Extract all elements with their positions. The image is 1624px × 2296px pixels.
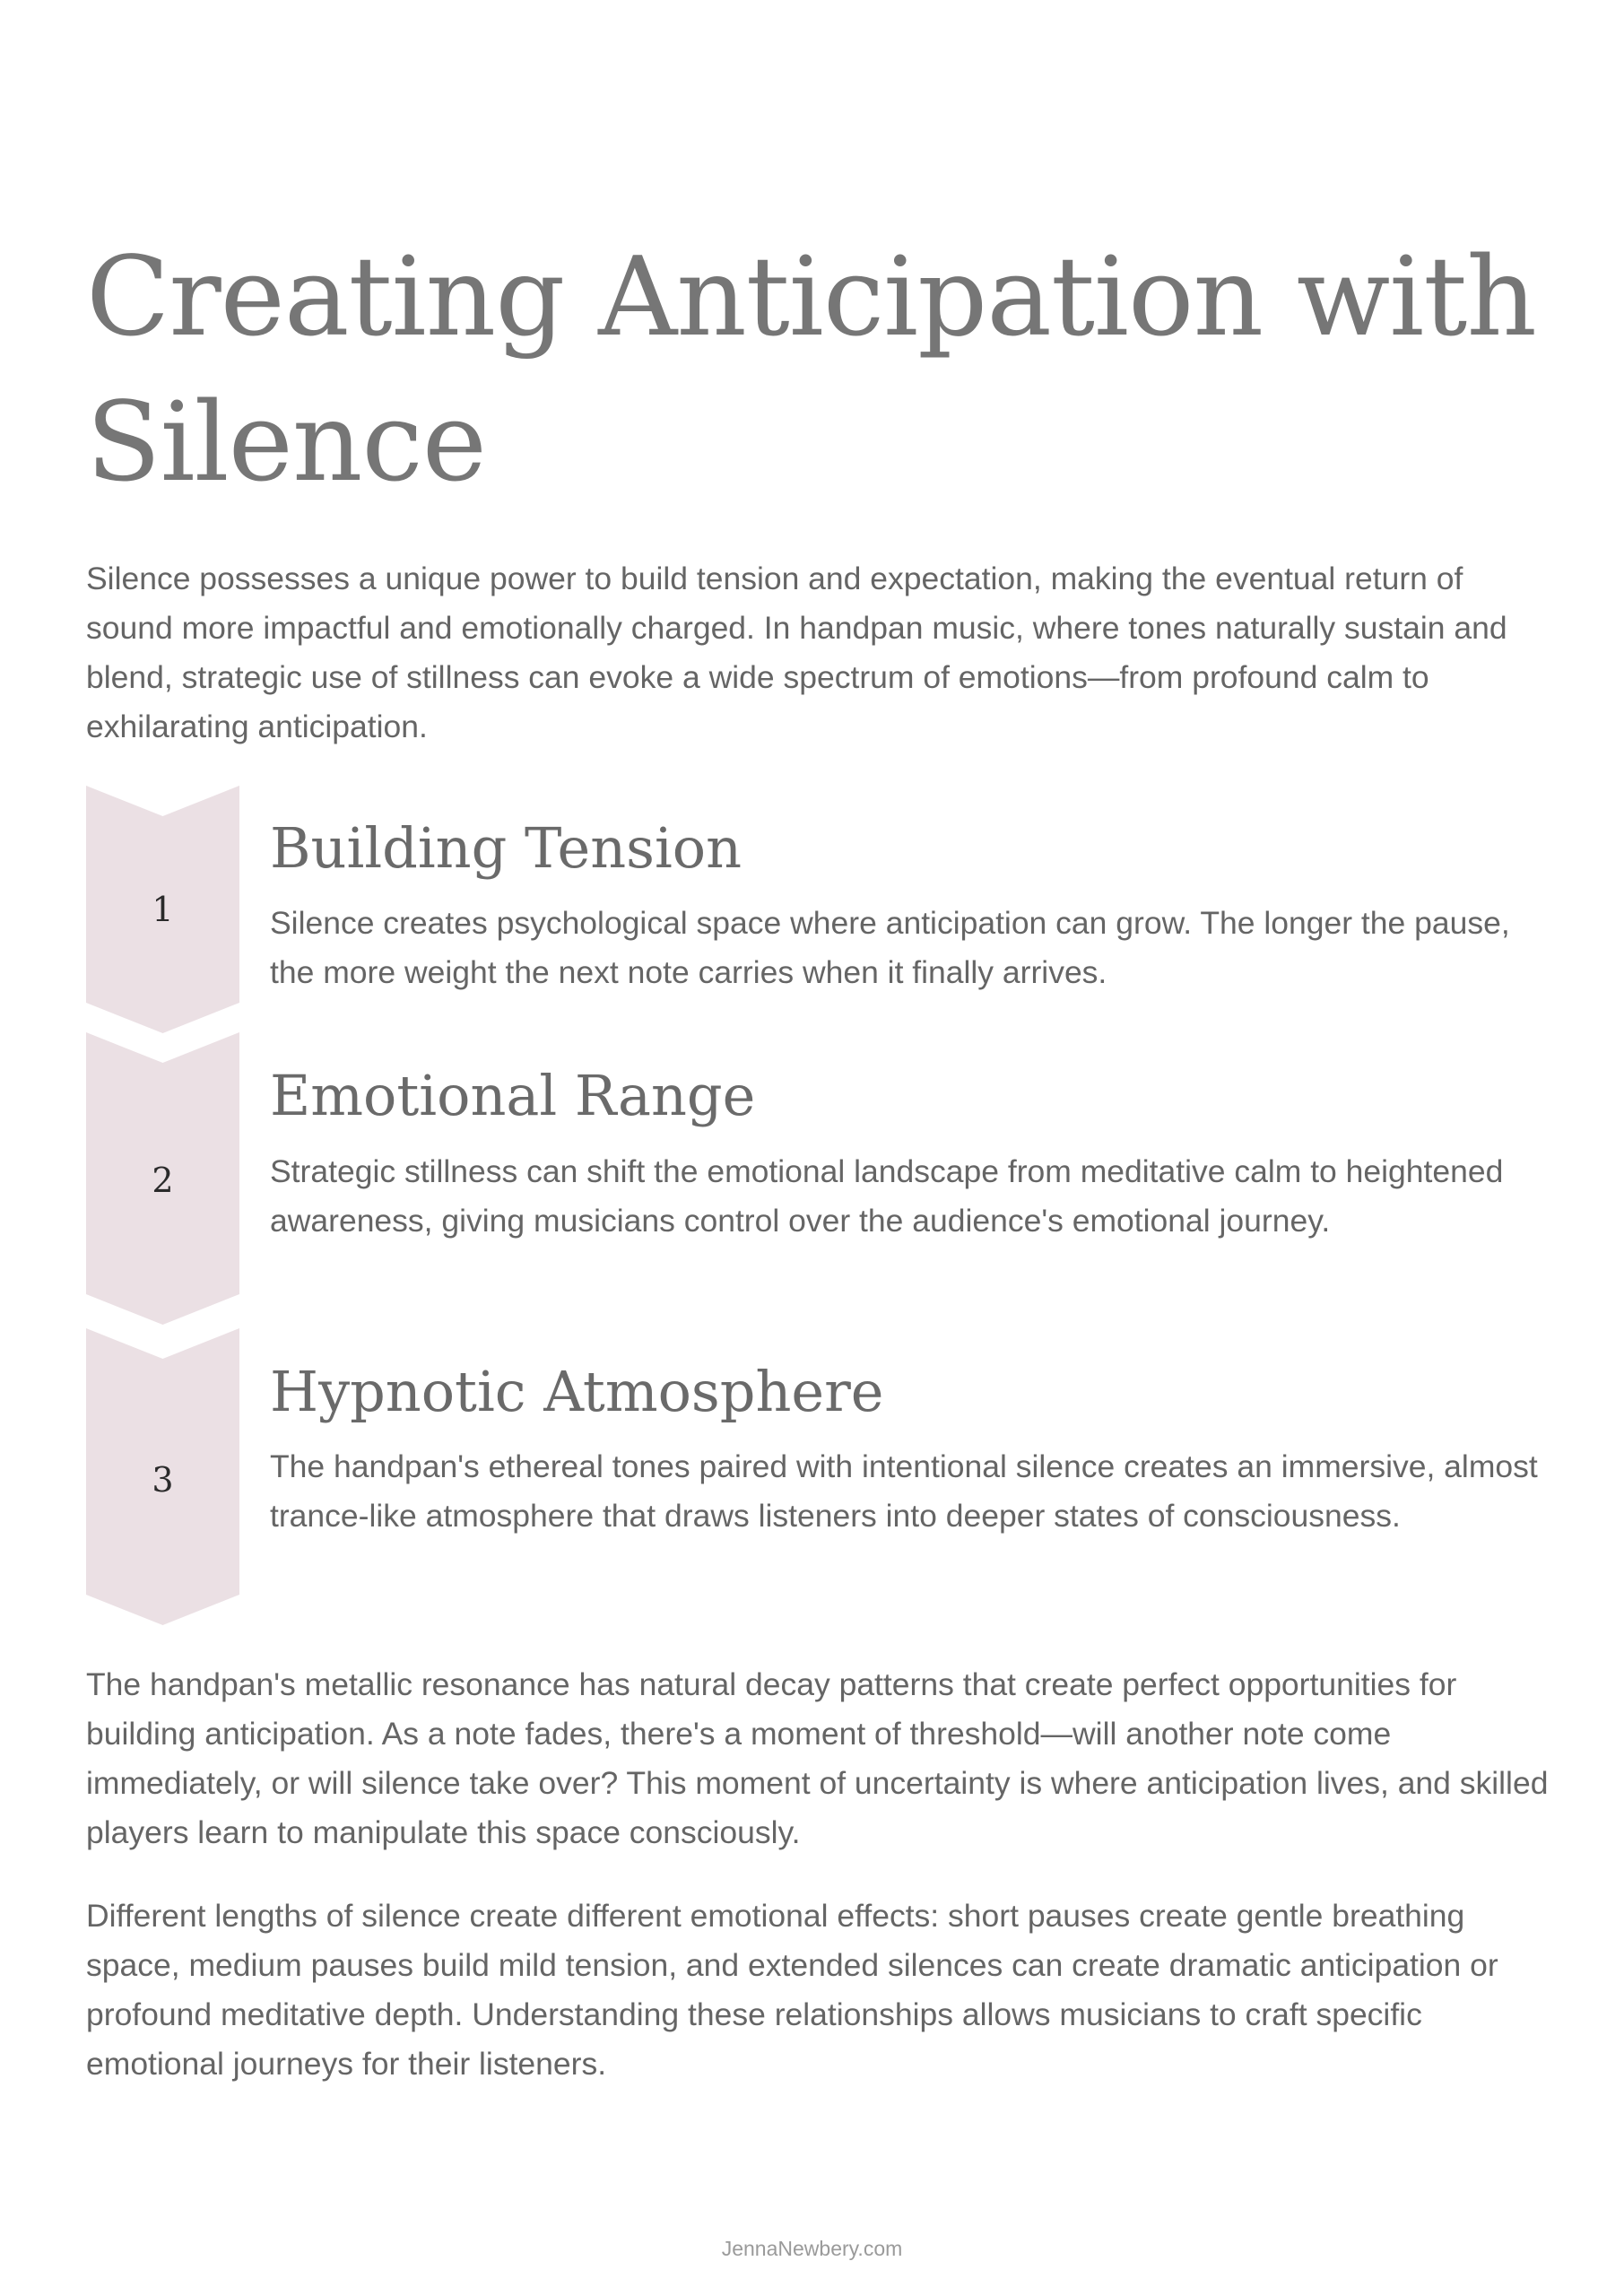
step-description: The handpan's ethereal tones paired with intentional silence creates an immersive, almost trance-like atmosphere that draws listeners into deeper states of consciousness. [270, 1448, 1538, 1534]
body-paragraph: The handpan's metallic resonance has natural decay patterns that create perfect opportunities for building anticipation. As a note fades, there's a moment of threshold—will another note come immediately, or will silence take over? This moment of uncertainty is where anticipation lives, and skilled players learn to manipulate this space consciously. [86, 1666, 1549, 1850]
step-description: Strategic stillness can shift the emotional landscape from meditative calm to heightened awareness, giving musicians control over the audience's emotional journey. [270, 1153, 1504, 1239]
step-number: 1 [152, 890, 174, 929]
step-title: Building Tension [270, 815, 743, 881]
step-number: 2 [152, 1161, 174, 1200]
intro-paragraph: Silence possesses a unique power to build tension and expectation, making the eventual return of sound more impactful and emotionally charged. In handpan music, where tones naturally sustain and blend, strategic use of stillness can evoke a wide spectrum of emotions—from profound calm to exhilarating anticipation. [86, 561, 1507, 744]
step-title: Emotional Range [270, 1063, 756, 1128]
step-title: Hypnotic Atmosphere [270, 1359, 884, 1424]
step-description: Silence creates psychological space where anticipation can grow. The longer the pause, the more weight the next note carries when it finally arrives. [270, 905, 1510, 990]
body-paragraph: Different lengths of silence create different emotional effects: short pauses create gentle breathing space, medium pauses build mild tension, and extended silences can create dramatic anticipation or profound meditative depth. Understanding these relationships allows musicians to craft specific emotional journeys for their listeners. [86, 1898, 1498, 2082]
page-title: Creating Anticipation with Silence [86, 233, 1536, 506]
footer-site-name: JennaNewbery.com [721, 2237, 903, 2260]
step-item [0, 786, 1624, 1033]
step-item [0, 1032, 1624, 1325]
step-number: 3 [152, 1460, 174, 1500]
step-item [0, 1328, 1624, 1625]
